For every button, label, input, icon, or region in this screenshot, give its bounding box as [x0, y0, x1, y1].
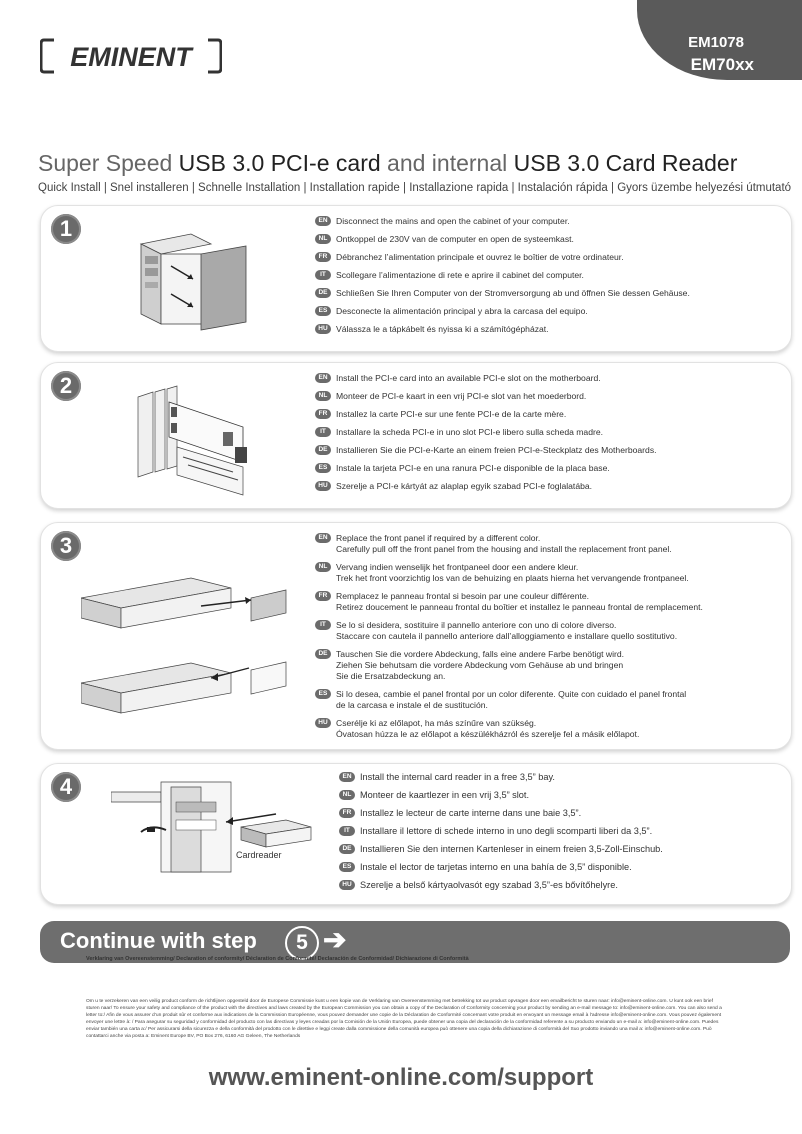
step-number-badge: 4 — [51, 772, 81, 802]
step-4-panel — [40, 763, 792, 905]
instruction-text: Monteer de kaartlezer in een vrij 3,5” slot. — [360, 790, 530, 800]
page-subtitle-languages: Quick Install | Snel installeren | Schnelle Installation | Installation rapide | Installazione rapida | Instalación rápida | Gyors üzembe helyezési útmutató — [38, 182, 792, 194]
eminent-logo — [40, 36, 222, 76]
lang-badge-en: EN — [315, 373, 331, 383]
lang-badge-de: DE — [315, 649, 331, 659]
instruction-text: Installez la carte PCI-e sur une fente PCI-e de la carte mère. — [336, 409, 567, 419]
lang-badge-de: DE — [315, 445, 331, 455]
instruction-text: Tauschen Sie die vordere Abdeckung, falls eine andere Farbe benötigt wird. Ziehen Sie behutsam die vordere Abdeckung vom Gehäuse ab und bringen Sie die Ersatzabdeckung an. — [336, 649, 625, 681]
lang-badge-es: ES — [315, 689, 331, 699]
lang-badge-es: ES — [339, 862, 355, 872]
instruction-text: Replace the front panel if required by a different color. Carefully pull off the front panel from the housing and install the replacement front panel. — [336, 533, 672, 554]
computer-case-open-illustration — [131, 224, 251, 334]
step-3-panel — [40, 522, 792, 750]
continue-label: Continue with step — [60, 928, 257, 953]
front-panel-replace-illustration — [81, 568, 311, 733]
step-number-badge: 2 — [51, 371, 81, 401]
instruction-text: Desconecte la alimentación principal y abra la carcasa del equipo. — [336, 306, 588, 316]
svg-text:EMINENT: EMINENT — [70, 42, 192, 72]
instruction-text: Instale el lector de tarjetas interno en una bahía de 3,5” disponible. — [360, 862, 632, 872]
instruction-text: Débranchez l’alimentation principale et ouvrez le boîtier de votre ordinateur. — [336, 252, 624, 262]
instruction-text: Installieren Sie die PCI-e-Karte an einem freien PCI-e-Steckplatz des Motherboards. — [336, 445, 657, 455]
instruction-text: Instale la tarjeta PCI-e en una ranura PCI-e disponible de la placa base. — [336, 463, 610, 473]
instruction-text: Szerelje a PCI-e kártyát az alaplap egyik szabad PCI-e foglalatába. — [336, 481, 593, 491]
lang-badge-nl: NL — [339, 790, 355, 800]
lang-badge-fr: FR — [315, 591, 331, 601]
lang-badge-it: IT — [315, 427, 331, 437]
instruction-text: Szerelje a belső kártyaolvasót egy szabad 3,5”-es bővítőhelyre. — [360, 880, 618, 890]
instruction-text: Installieren Sie den internen Kartenleser in einem freien 3,5-Zoll-Einschub. — [360, 844, 663, 854]
instruction-text: Schließen Sie Ihren Computer von der Stromversorgung ab und öffnen Sie dessen Gehäuse. — [336, 288, 690, 298]
step-number-badge: 1 — [51, 214, 81, 244]
lang-badge-en: EN — [315, 533, 331, 543]
lang-badge-it: IT — [315, 270, 331, 280]
model-number-primary: EM1078 — [688, 34, 744, 51]
instruction-text: Se lo si desidera, sostituire il pannello anteriore con uno di colore diverso. Staccare con cautela il pannello anteriore dall’alloggiamento e installare quello sostitutivo. — [336, 620, 678, 641]
instruction-text: Scollegare l’alimentazione di rete e aprire il cabinet del computer. — [336, 270, 584, 280]
instruction-text: Disconnect the mains and open the cabinet of your computer. — [336, 216, 570, 226]
lang-badge-fr: FR — [315, 252, 331, 262]
instruction-text: Remplacez le panneau frontal si besoin par une couleur différente. Retirez doucement le panneau frontal du boîtier et installez le panneau frontal de remplacement. — [336, 591, 703, 612]
instruction-text: Ontkoppel de 230V van de computer en open de systeemkast. — [336, 234, 574, 244]
lang-badge-hu: HU — [315, 324, 331, 334]
lang-badge-it: IT — [339, 826, 355, 836]
lang-badge-hu: HU — [339, 880, 355, 890]
instruction-text: Vervang indien wenselijk het frontpaneel door een andere kleur. Trek het front voorzichtig los van de behuizing en plaats hierna het vervangende frontpaneel. — [336, 562, 689, 583]
lang-badge-es: ES — [315, 463, 331, 473]
instruction-text: Cserélje ki az előlapot, ha más színűre van szükség. Óvatosan húzza le az előlapot a készülékházról és szerelje fel a másik előlapot. — [336, 718, 640, 739]
instruction-text: Monteer de PCI-e kaart in een vrij PCI-e slot van het moederbord. — [336, 391, 587, 401]
lang-badge-nl: NL — [315, 562, 331, 572]
instruction-text: Installare il lettore di schede interno in uno degli scomparti liberi da 3,5”. — [360, 826, 653, 836]
lang-badge-de: DE — [315, 288, 331, 298]
step-2-panel — [40, 362, 792, 509]
step-number-badge: 3 — [51, 531, 81, 561]
arrow-right-icon: ➔ — [323, 924, 347, 955]
lang-badge-nl: NL — [315, 234, 331, 244]
page-title: Super Speed USB 3.0 PCI-e card and internal USB 3.0 Card Reader — [38, 150, 738, 176]
instruction-text: Válassza le a tápkábelt és nyissa ki a számítógépházat. — [336, 324, 549, 334]
lang-badge-hu: HU — [315, 718, 331, 728]
instruction-text: Si lo desea, cambie el panel frontal por un color diferente. Quite con cuidado el panel frontal de la carcasa e instale el de sustitución. — [336, 689, 687, 710]
lang-badge-en: EN — [315, 216, 331, 226]
lang-badge-hu: HU — [315, 481, 331, 491]
lang-badge-de: DE — [339, 844, 355, 854]
lang-badge-fr: FR — [339, 808, 355, 818]
instruction-text: Installare la scheda PCI-e in uno slot PCI-e libero sulla scheda madre. — [336, 427, 604, 437]
instruction-text: Installez le lecteur de carte interne dans une baie 3,5”. — [360, 808, 582, 818]
declaration-body: Om u te verzekeren van een veilig product conform de richtlijnen opgesteld door de Europese Commissie kunt u een kopie van de Verklaring van Overeenstemming met betrekking tot uw product opvragen door een emailbericht te sturen naar: info@eminent-online.com. U kunt ook een brief sturen naar/ To ensure your safety and compliance of the product with the directives and laws created by the European Commission you can obtain a copy of the Declaration of Conformity concerning your product by sending an e-mail message to: info@eminent-online.com. You can also send a letter to:/ Afin de vous assurer d’un produit sûr et conforme aux indications de la Commission Européenne, vous pouvez demander une copie de la Déclaration de Conformité concernant votre produit en envoyant un message email à l’adresse info@eminent-online.com. Vous pouvez également envoyer une lettre à: / Para asegurar su seguridad y conformidad del producto con las directivas y leyes creadas por la Comisión de la Unión Europea, puede obtener una copia del declaración de la conformidad referente a su producto enviando un e-mail a: info@eminent-online.com. Puedes enviar también una carta a:/ Per assicurarsi della sicurezza e della conformità del prodotto con le direttive e leggi create dalla commissione della comunità europea può ottenere una copia della dichiarazione di conformità del Suo prodotto inviando una mail a: info@eminent-online.com. Può contattarci anche via posta a: Eminent Europe BV, PO Box 276, 6160 AG Geleen, The Netherlands — [86, 999, 722, 1039]
lang-badge-nl: NL — [315, 391, 331, 401]
instruction-text: Install the internal card reader in a free 3,5” bay. — [360, 772, 555, 782]
next-step-number: 5 — [285, 926, 319, 960]
lang-badge-it: IT — [315, 620, 331, 630]
model-number-secondary: EM70xx — [690, 55, 754, 74]
support-url-link[interactable]: www.eminent-online.com/support — [208, 1064, 594, 1091]
step-1-panel — [40, 205, 792, 352]
card-reader-bay-install-illustration — [111, 772, 321, 892]
pcie-card-install-illustration — [133, 377, 293, 497]
lang-badge-es: ES — [315, 306, 331, 316]
lang-badge-fr: FR — [315, 409, 331, 419]
card-reader-caption: Cardreader — [236, 850, 282, 860]
declaration-title: Verklaring van Overeenstemming/ Declaration of conformity/ Déclaration de Conformité/ Declaración de Conformidad/ Dichiarazione di Conformità — [86, 956, 469, 962]
lang-badge-en: EN — [339, 772, 355, 782]
instruction-text: Install the PCI-e card into an available PCI-e slot on the motherboard. — [336, 373, 601, 383]
